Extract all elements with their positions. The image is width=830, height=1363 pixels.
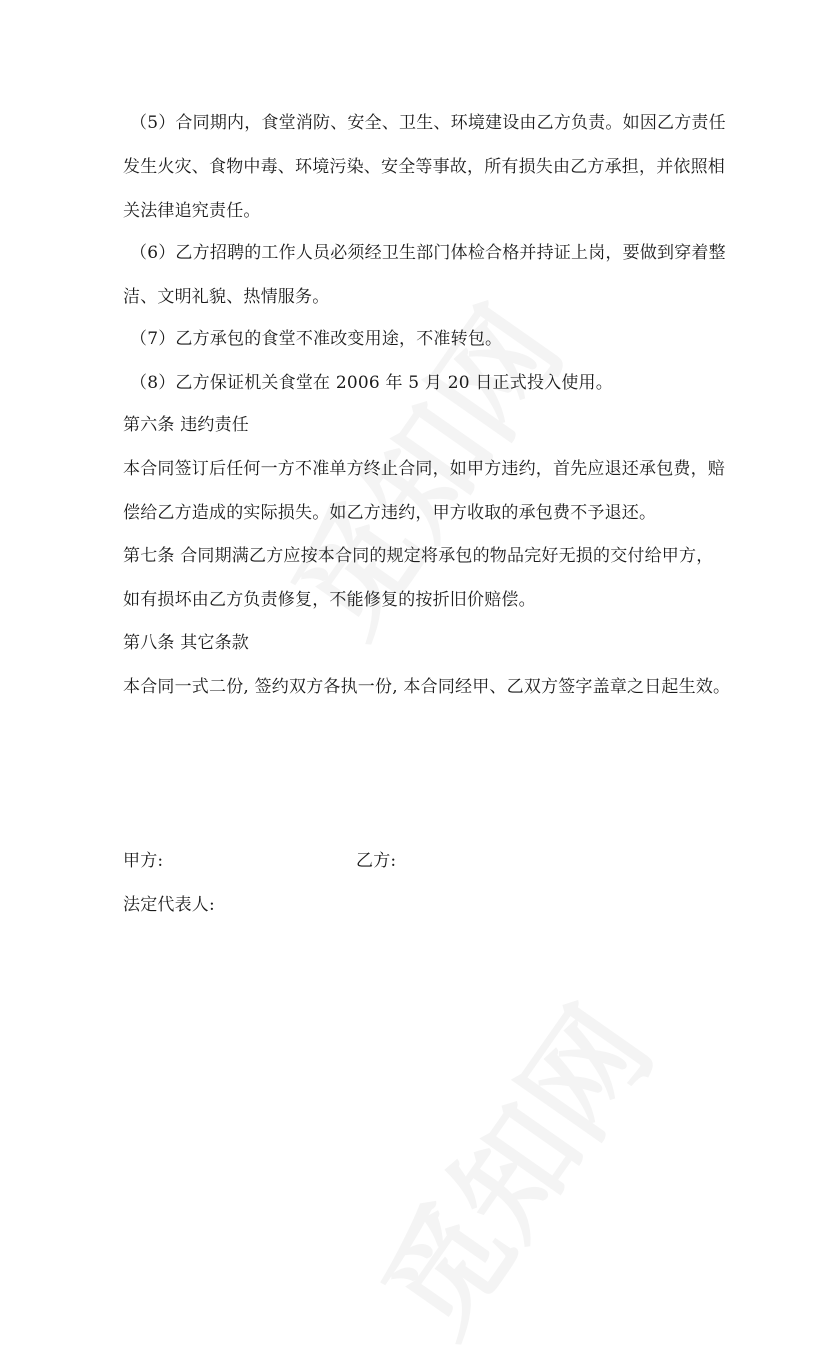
paragraph-6-line-1: （6）乙方招聘的工作人员必须经卫生部门体检合格并持证上岗，要做到穿着整 bbox=[130, 243, 726, 263]
paragraph-7: （7）乙方承包的食堂不准改变用途，不准转包。 bbox=[130, 329, 503, 349]
article-6-text-line-1: 本合同签订后任何一方不准单方终止合同，如甲方违约，首先应退还承包费，赔 bbox=[123, 459, 725, 479]
legal-representative-label: 法定代表人: bbox=[123, 895, 215, 915]
article-7-line-2: 如有损坏由乙方负责修复，不能修复的按折旧价赔偿。 bbox=[123, 590, 536, 610]
paragraph-6-line-2: 洁、文明礼貌、热情服务。 bbox=[123, 287, 330, 307]
paragraph-5-line-3: 关法律追究责任。 bbox=[123, 201, 261, 221]
party-b-label: 乙方: bbox=[356, 851, 397, 871]
article-6-text-line-2: 偿给乙方造成的实际损失。如乙方违约，甲方收取的承包费不予退还。 bbox=[123, 503, 657, 523]
watermark bbox=[336, 969, 683, 1363]
article-8-text: 本合同一式二份, 签约双方各执一份, 本合同经甲、乙双方签字盖章之日起生效。 bbox=[123, 677, 731, 697]
paragraph-8: （8）乙方保证机关食堂在 2006 年 5 月 20 日正式投入使用。 bbox=[130, 373, 613, 393]
article-7-line-1: 第七条 合同期满乙方应按本合同的规定将承包的物品完好无损的交付给甲方， bbox=[123, 546, 714, 566]
article-6-heading: 第六条 违约责任 bbox=[123, 415, 250, 435]
article-8-heading: 第八条 其它条款 bbox=[123, 633, 250, 653]
paragraph-5-line-2: 发生火灾、食物中毒、环境污染、安全等事故，所有损失由乙方承担，并依照相 bbox=[123, 157, 725, 177]
party-a-label: 甲方: bbox=[123, 851, 164, 871]
paragraph-5-line-1: （5）合同期内，食堂消防、安全、卫生、环境建设由乙方负责。如因乙方责任 bbox=[130, 113, 726, 133]
